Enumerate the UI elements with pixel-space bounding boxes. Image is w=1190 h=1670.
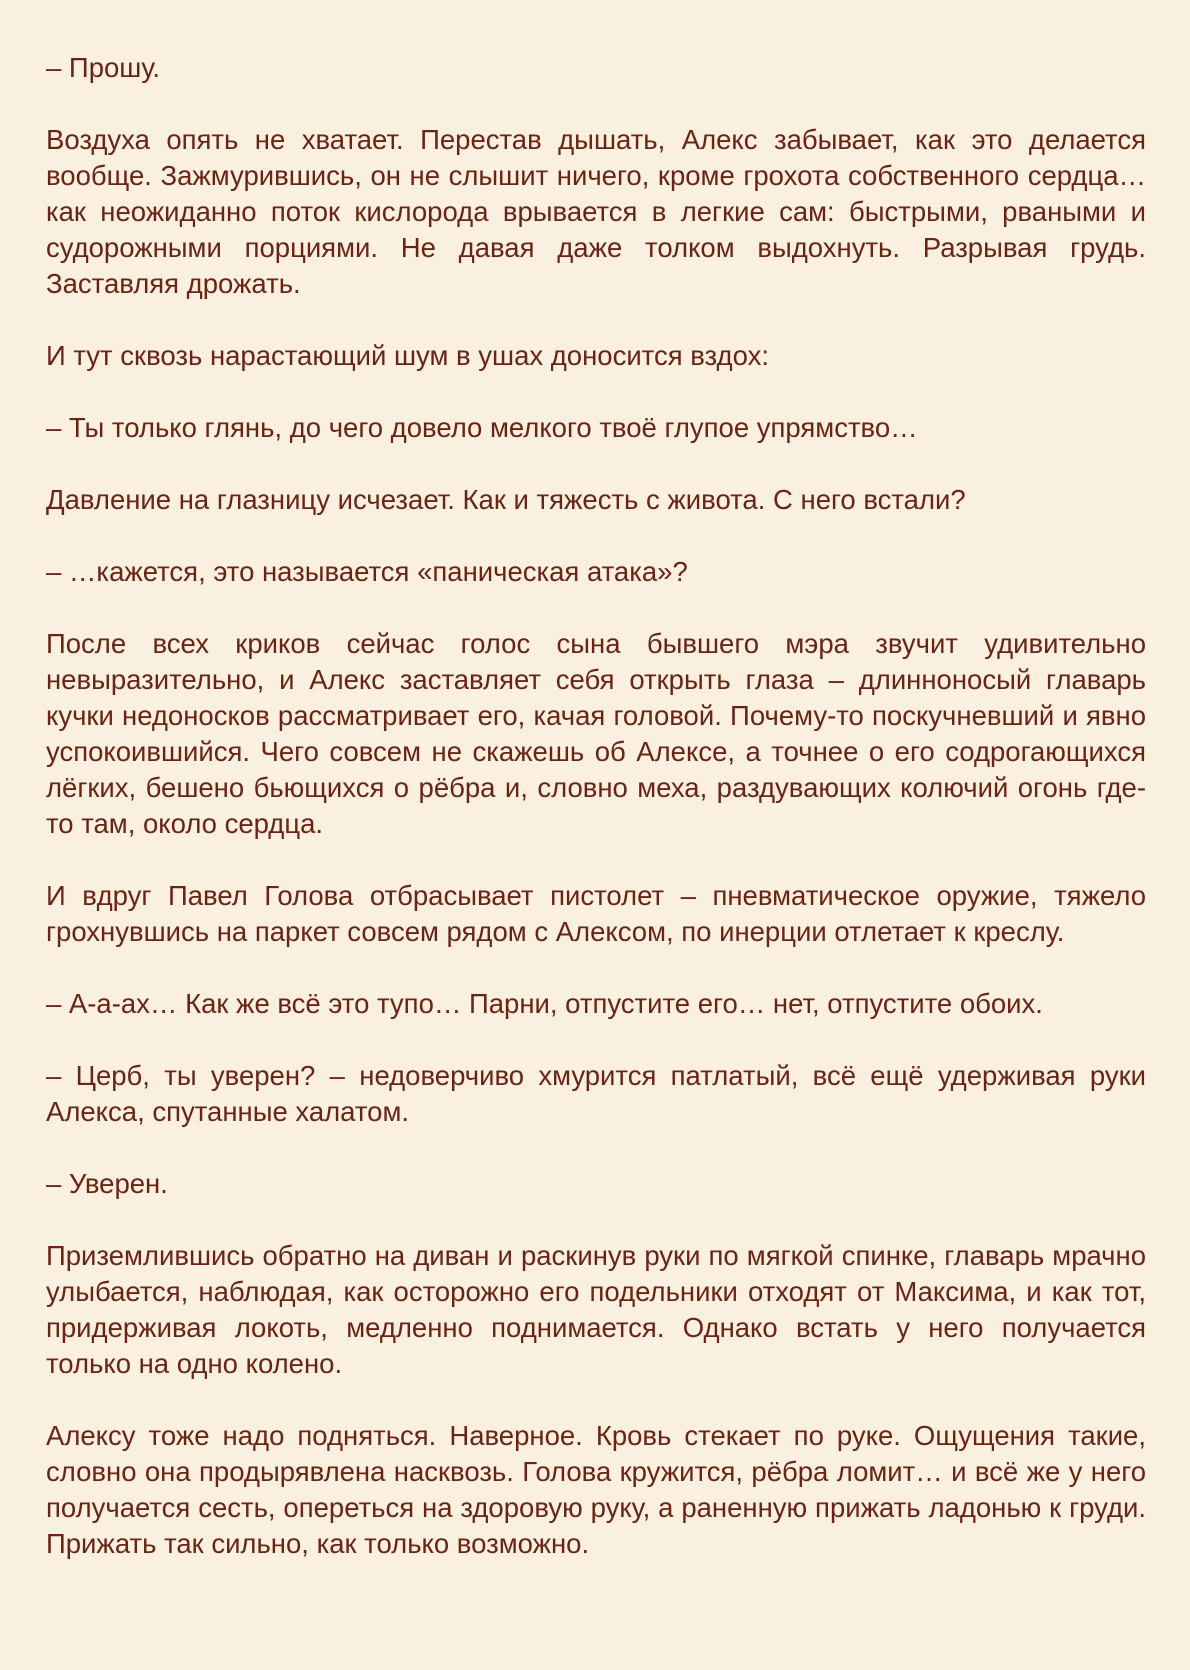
paragraph: – А-а-ах… Как же всё это тупо… Парни, отпустите его… нет, отпустите обоих. [46, 988, 1043, 1019]
paragraph: – Уверен. [46, 1168, 168, 1199]
paragraph: – …кажется, это называется «паническая атака»? [46, 556, 688, 587]
paragraph: И вдруг Павел Голова отбрасывает пистолет – пневматическое оружие, тяжело грохнувшись на паркет совсем рядом с Алексом, по инерции отлетает к креслу. [46, 880, 1146, 947]
paragraph: Давление на глазницу исчезает. Как и тяжесть с живота. С него встали? [46, 484, 966, 515]
paragraph: – Ты только глянь, до чего довело мелкого твоё глупое упрямство… [46, 412, 918, 443]
paragraph: Приземлившись обратно на диван и раскинув руки по мягкой спинке, главарь мрачно улыбается, наблюдая, как осторожно его подельники отходят от Максима, и как тот, придерживая локоть, медленно поднимается. Однако встать у него получается только на одно колено. [46, 1240, 1146, 1379]
paragraph: Воздуха опять не хватает. Перестав дышать, Алекс забывает, как это делается вообще. Зажмурившись, он не слышит ничего, кроме грохота собственного сердца… как неожиданно поток кислорода врывается в легкие сам: быстрыми, рваными и судорожными порциями. Не давая даже толком выдохнуть. Разрывая грудь. Заставляя дрожать. [46, 124, 1146, 299]
paragraph: После всех криков сейчас голос сына бывшего мэра звучит удивительно невыразительно, и Алекс заставляет себя открыть глаза – длинноносый главарь кучки недоносков рассматривает его, качая головой. Почему-то поскучневший и явно успокоившийся. Чего совсем не скажешь об Алексе, а точнее о его содрогающихся лёгких, бешено бьющихся о рёбра и, словно меха, раздувающих колючий огонь где-то там, около сердца. [46, 628, 1146, 839]
paragraph: – Церб, ты уверен? – недоверчиво хмурится патлатый, всё ещё удерживая руки Алекса, спутанные халатом. [46, 1060, 1146, 1127]
paragraph: Алексу тоже надо подняться. Наверное. Кровь стекает по руке. Ощущения такие, словно она продырявлена насквозь. Голова кружится, рёбра ломит… и всё же у него получается сесть, опереться на здоровую руку, а раненную прижать ладонью к груди. Прижать так сильно, как только возможно. [46, 1420, 1146, 1559]
paragraph: И тут сквозь нарастающий шум в ушах доносится вздох: [46, 340, 769, 371]
paragraph: – Прошу. [46, 52, 160, 83]
